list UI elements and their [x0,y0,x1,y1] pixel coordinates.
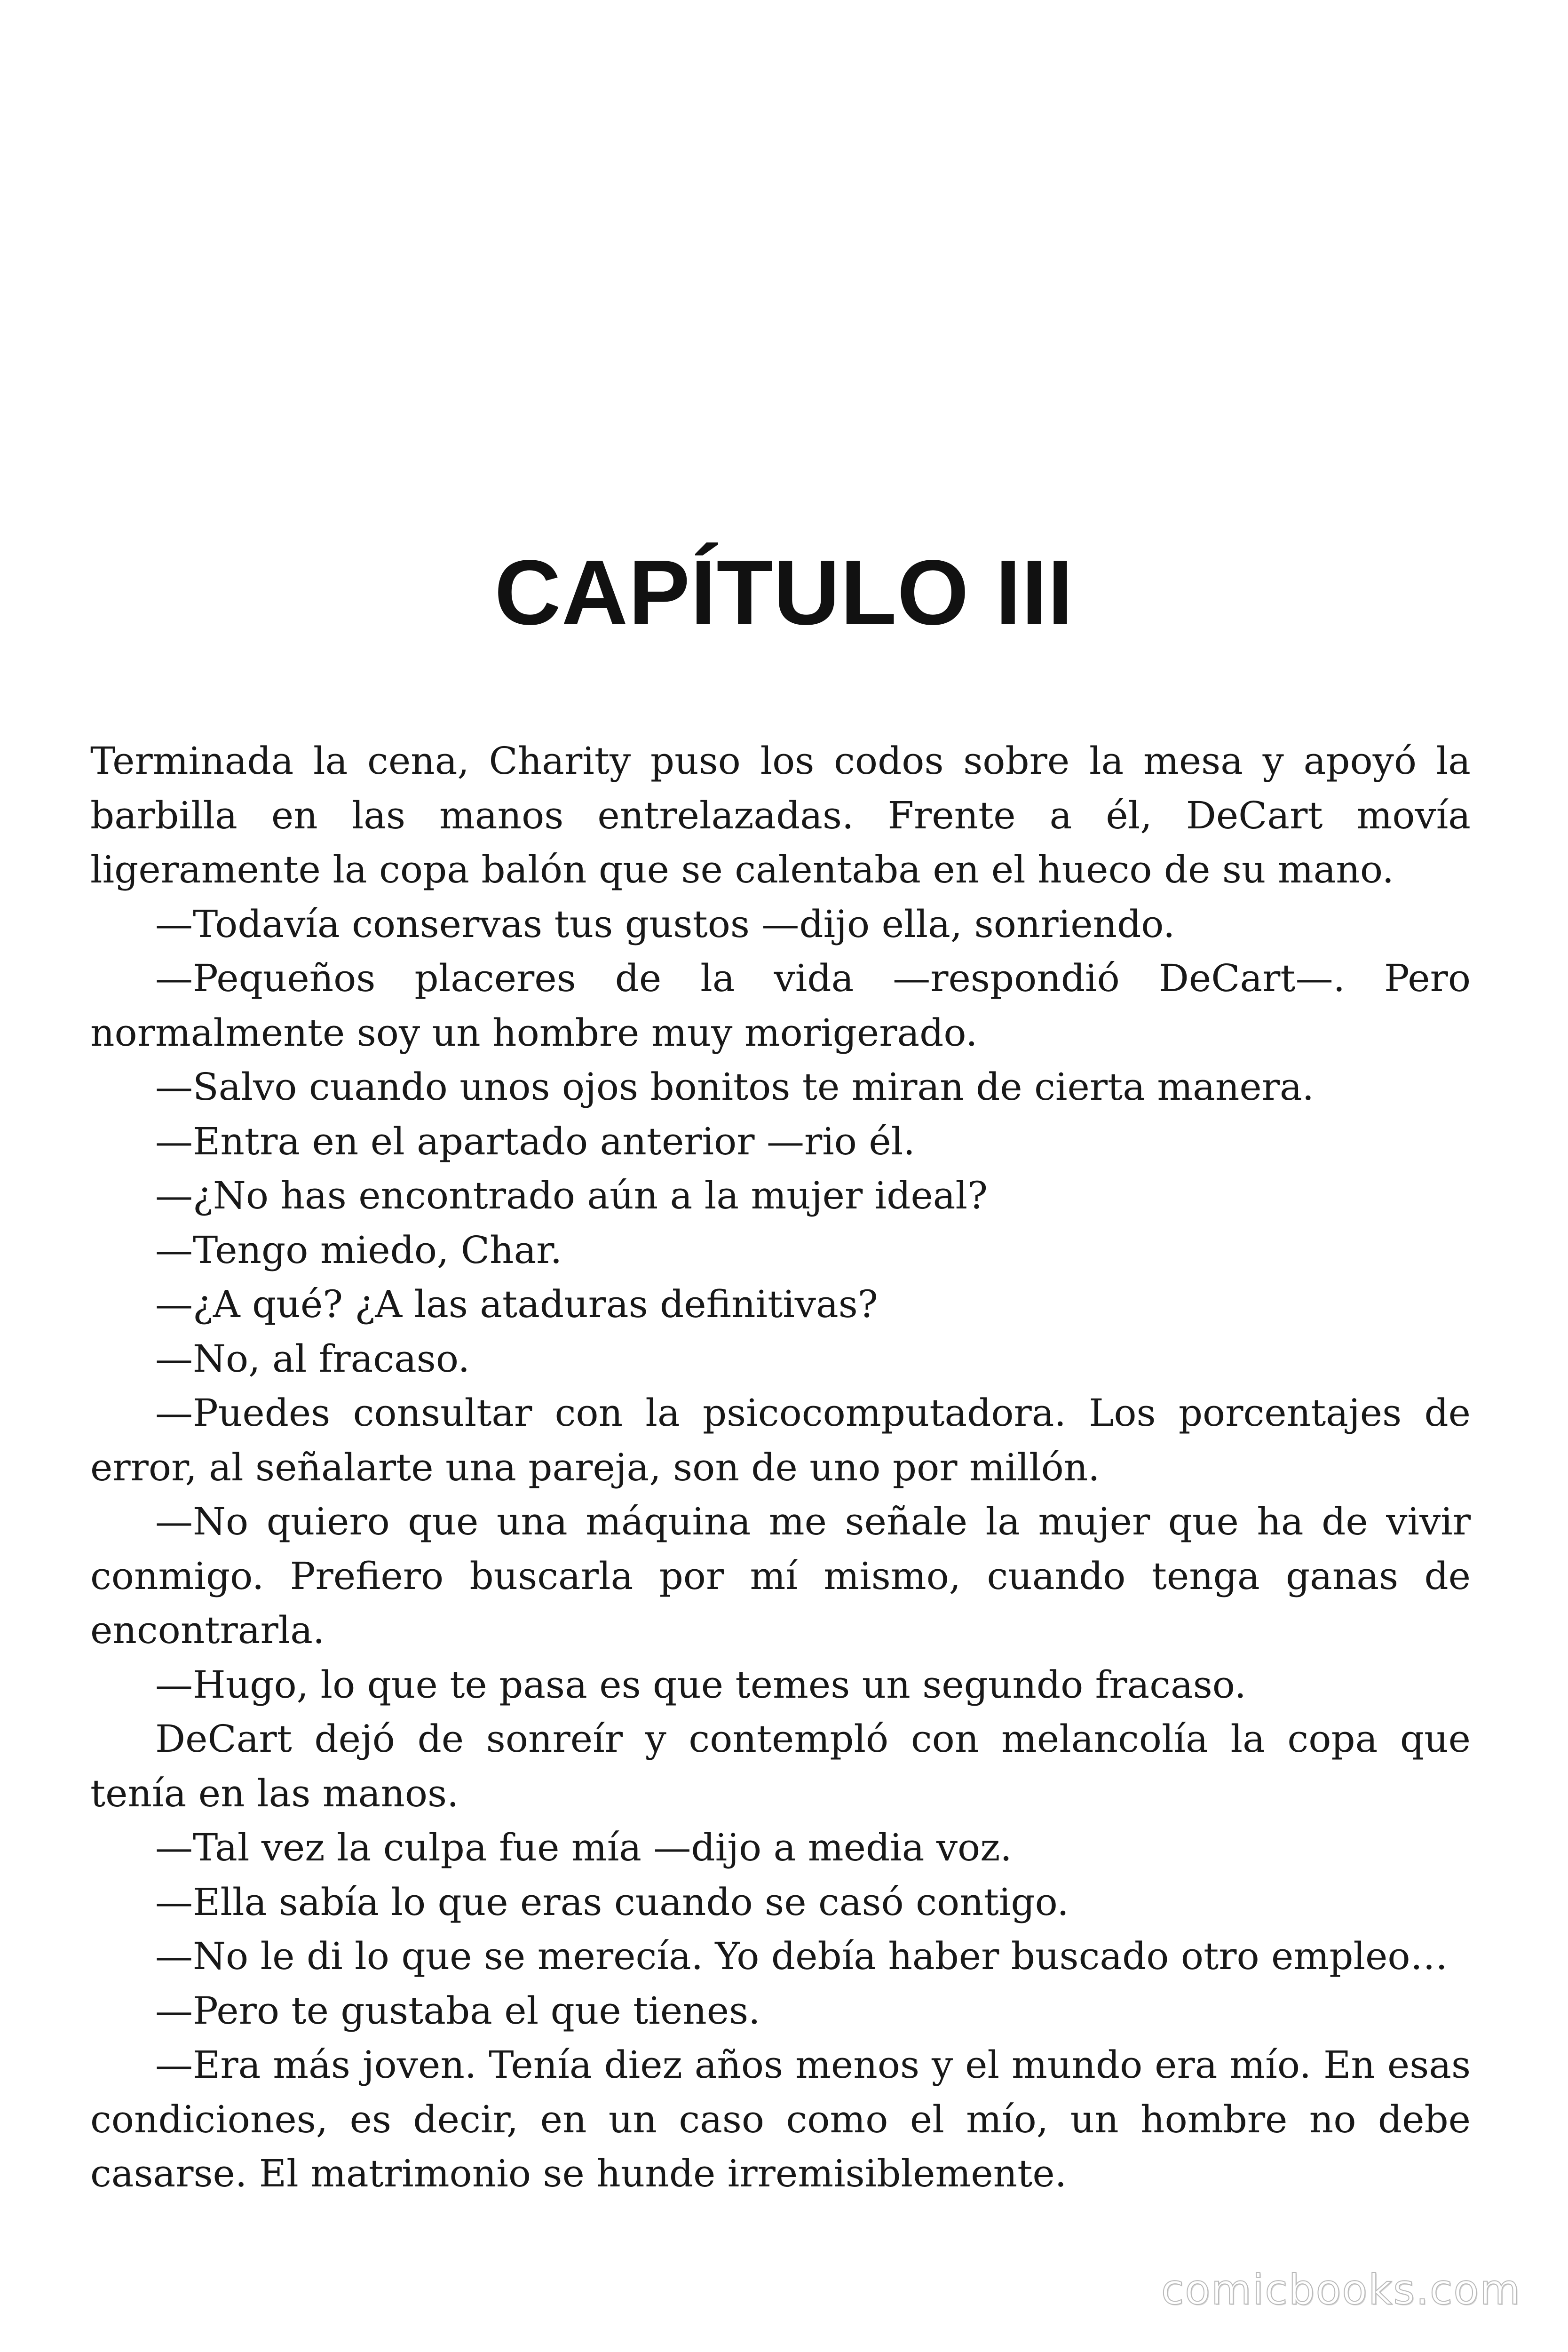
paragraph: —Pero te gustaba el que tienes. [155,1988,760,2033]
paragraph: —¿No has encontrado aún a la mujer ideal? [155,1174,988,1217]
paragraph: —Tal vez la culpa fue mía —dijo a media voz. [155,1826,1012,1869]
paragraph: —Salvo cuando unos ojos bonitos te miran de cierta manera. [155,1065,1315,1109]
paragraph: —Ella sabía lo que eras cuando se casó contigo. [155,1880,1069,1924]
chapter-body [90,734,1471,2201]
paragraph: DeCart dejó de sonreír y contempló con melancolía la copa que tenía en las manos. [90,1717,1471,1815]
paragraph: —Tengo miedo, Char. [155,1228,562,1272]
paragraph: —Todavía conservas tus gustos —dijo ella, sonriendo. [155,902,1175,946]
paragraph: —No le di lo que se merecía. Yo debía haber buscado otro empleo… [155,1934,1448,1978]
paragraph: —No, al fracaso. [155,1336,470,1381]
paragraph: —Pequeños placeres de la vida —respondió DeCart—. Pero normalmente soy un hombre muy morigerado. [90,956,1471,1055]
chapter-title: CAPÍTULO III [494,541,1074,644]
paragraph: —Puedes consultar con la psicocomputadora. Los porcentajes de error, al señalarte una pareja, son de uno por millón. [90,1391,1471,1489]
paragraph: Terminada la cena, Charity puso los codos sobre la mesa y apoyó la barbilla en las manos entrelazadas. Frente a él, DeCart movía ligeramente la copa balón que se calentaba en el hueco de su mano. [90,739,1471,891]
paragraph: —Era más joven. Tenía diez años menos y el mundo era mío. En esas condiciones, es decir, en un caso como el mío, un hombre no debe casarse. El matrimonio se hunde irremisiblemente. [90,2043,1471,2195]
paragraph: —Entra en el apartado anterior —rio él. [155,1119,915,1163]
paragraph: —¿A qué? ¿A las ataduras definitivas? [155,1282,878,1326]
paragraph: —Hugo, lo que te pasa es que temes un segundo fracaso. [155,1662,1246,1707]
paragraph: —No quiero que una máquina me señale la mujer que ha de vivir conmigo. Prefiero buscarla por mí mismo, cuando tenga ganas de encontrarla. [90,1500,1471,1652]
watermark: comicbooks.com [1161,2265,1521,2314]
